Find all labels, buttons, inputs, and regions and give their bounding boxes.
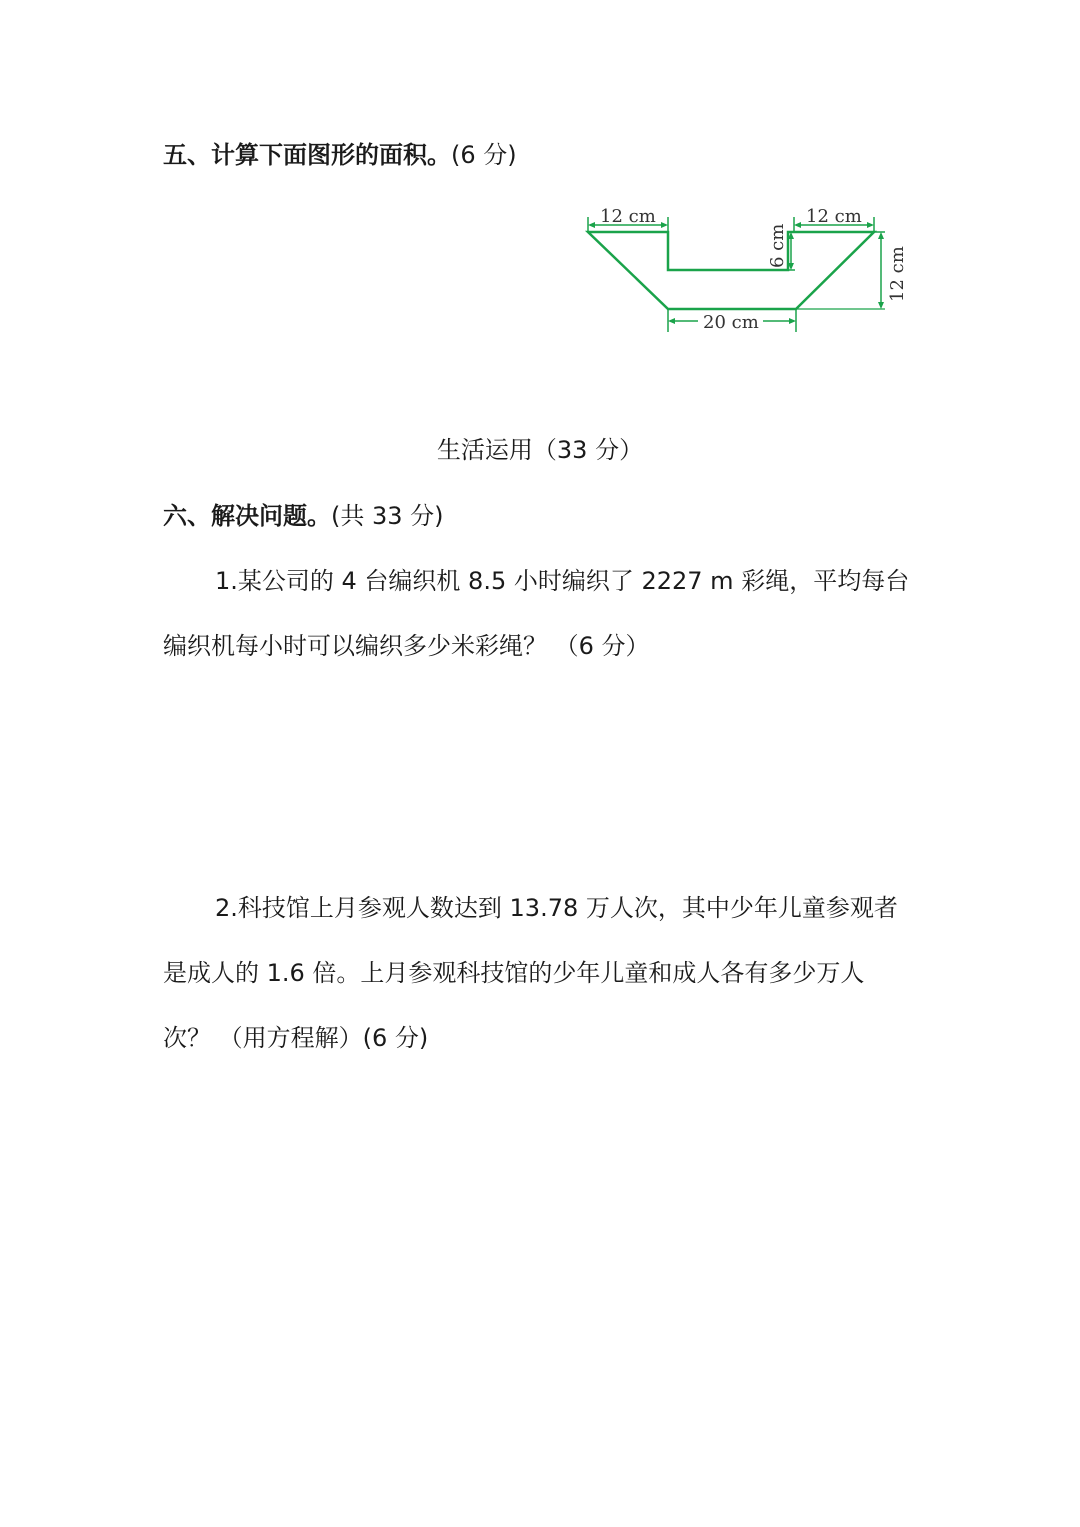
section-6-points: (共 33 分) [331,502,444,530]
shape-outline [588,232,874,309]
part-title: 生活运用（33 分） [436,436,644,464]
label-height: 12 cm [887,246,908,302]
section-6-heading: 六、解决问题。 [163,502,331,530]
problem-1-line-1: 1.某公司的 4 台编织机 8.5 小时编织了 2227 m 彩绳，平均每台 [215,567,910,595]
section-6-title [163,500,444,532]
problem-1-line-2: 编织机每小时可以编织多少米彩绳？ （6 分） [163,632,650,660]
problem-2-line-2: 是成人的 1.6 倍。上月参观科技馆的少年儿童和成人各有多少万人 [163,959,865,987]
problem-2-line-1: 2.科技馆上月参观人数达到 13.78 万人次，其中少年儿童参观者 [215,894,898,922]
section-5-title [163,139,517,171]
label-notch-depth: 6 cm [767,223,788,268]
label-bottom: 20 cm [703,312,759,333]
composite-shape-figure [583,192,913,337]
label-top-left: 12 cm [600,206,656,227]
label-top-right: 12 cm [806,206,862,227]
section-5-heading: 五、计算下面图形的面积。 [163,141,451,169]
problem-2-line-3: 次？ （用方程解）(6 分) [163,1024,429,1052]
section-5-points: (6 分) [451,141,517,169]
